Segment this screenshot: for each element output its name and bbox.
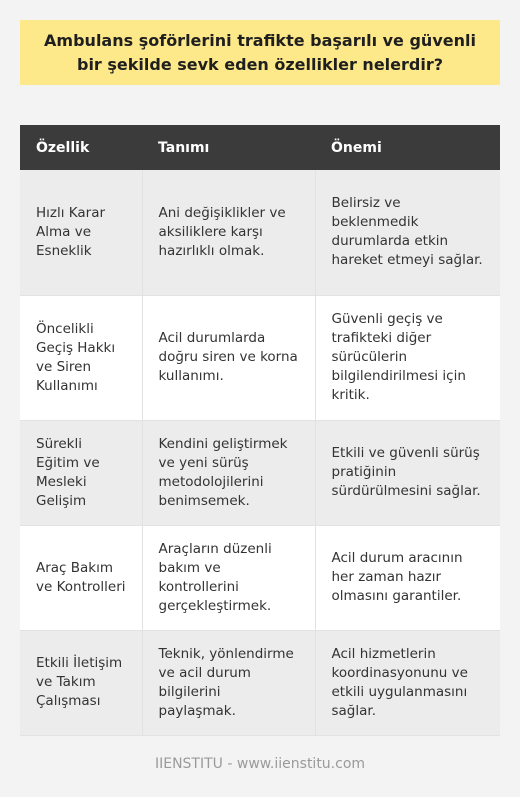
importance-cell: Etkili ve güvenli sürüş pratiğinin sürdürülmesini sağlar. <box>315 420 500 525</box>
page-title: Ambulans şoförlerini trafikte başarılı ve güvenli bir şekilde sevk eden özellikler nelerdir? <box>44 30 476 74</box>
definition-cell: Acil durumlarda doğru siren ve korna kullanımı. <box>142 295 315 420</box>
feature-cell: Hızlı Karar Alma ve Esneklik <box>20 170 142 295</box>
table-row <box>20 630 500 735</box>
definition-cell: Araçların düzenli bakım ve kontrollerini gerçekleştirmek. <box>142 525 315 630</box>
column-header-importance: Önemi <box>315 125 500 170</box>
feature-cell: Sürekli Eğitim ve Mesleki Gelişim <box>20 420 142 525</box>
table-header-row <box>20 125 500 170</box>
table-row <box>20 420 500 525</box>
importance-cell: Acil hizmetlerin koordinasyonunu ve etkili uygulanmasını sağlar. <box>315 630 500 735</box>
definition-cell: Kendini geliştirmek ve yeni sürüş metodolojilerini benimsemek. <box>142 420 315 525</box>
column-header-feature: Özellik <box>20 125 142 170</box>
title-banner <box>20 20 500 85</box>
features-table <box>20 125 500 736</box>
footer-watermark: IIENSTITU - www.iienstitu.com <box>154 756 366 772</box>
table-row <box>20 295 500 420</box>
importance-cell: Belirsiz ve beklenmedik durumlarda etkin hareket etmeyi sağlar. <box>315 170 500 295</box>
table-row <box>20 170 500 295</box>
importance-cell: Acil durum aracının her zaman hazır olmasını garantiler. <box>315 525 500 630</box>
table-row <box>20 525 500 630</box>
definition-cell: Ani değişiklikler ve aksiliklere karşı hazırlıklı olmak. <box>142 170 315 295</box>
definition-cell: Teknik, yönlendirme ve acil durum bilgilerini paylaşmak. <box>142 630 315 735</box>
feature-cell: Etkili İletişim ve Takım Çalışması <box>20 630 142 735</box>
importance-cell: Güvenli geçiş ve trafikteki diğer sürücülerin bilgilendirilmesi için kritik. <box>315 295 500 420</box>
column-header-definition: Tanımı <box>142 125 315 170</box>
feature-cell: Araç Bakım ve Kontrolleri <box>20 525 142 630</box>
feature-cell: Öncelikli Geçiş Hakkı ve Siren Kullanımı <box>20 295 142 420</box>
